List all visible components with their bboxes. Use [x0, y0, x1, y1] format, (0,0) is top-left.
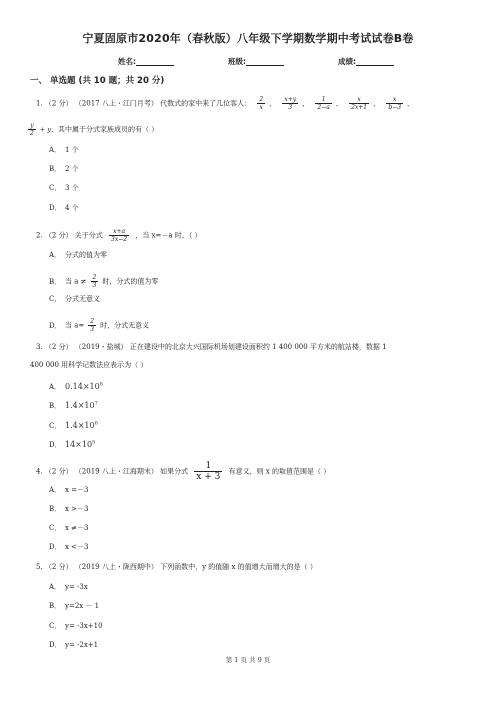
fraction — [282, 96, 298, 111]
numerator: x — [386, 96, 403, 104]
separator: ， — [335, 99, 343, 108]
sci-base: 0.14×10 — [65, 381, 100, 391]
sci-exponent: 6 — [94, 420, 98, 426]
option-label: B． — [49, 602, 62, 610]
fraction — [194, 461, 222, 482]
separator: ， — [373, 99, 381, 108]
denominator: 3 — [92, 282, 97, 289]
option-label: C． — [49, 421, 62, 430]
question-5: 5. （2 分） （2019 八上・陇西期中） 下列函数中，y 的值随 x 的值增大而增大的是（ ） — [36, 563, 317, 571]
q1-option-d[interactable] — [49, 204, 79, 213]
q4-option-a[interactable] — [49, 486, 89, 495]
option-label: C． — [49, 184, 62, 192]
option-text: 时，分式的值为零 — [102, 277, 159, 286]
page-title: 宁夏固原市2020年（春秋版）八年级下学期数学期中考试试卷B卷 — [82, 32, 414, 45]
question-2-suffix: ，当 x=－a 时，（ ） — [135, 231, 202, 240]
fraction — [88, 318, 96, 333]
q3-option-d[interactable] — [49, 438, 95, 450]
section-heading — [30, 74, 164, 86]
option-label: A． — [49, 486, 62, 494]
option-text: x ≠－3 — [65, 524, 89, 532]
option-label: D． — [49, 440, 62, 449]
q5-option-b[interactable] — [49, 602, 99, 611]
numerator: y — [28, 122, 36, 130]
sci-base: 1.4×10 — [65, 400, 95, 410]
fraction — [386, 96, 403, 111]
fraction — [257, 96, 265, 111]
numerator: x — [349, 96, 369, 104]
score-blank — [356, 57, 394, 66]
option-text: 2 个 — [65, 165, 79, 173]
option-label: C． — [49, 524, 62, 532]
question-4-prefix: 4. （2 分） （2019 八上・江海期末） 如果分式 — [36, 467, 189, 476]
numerator: 1 — [315, 96, 331, 104]
q2-option-d[interactable] — [49, 318, 149, 333]
q3-option-b[interactable] — [49, 399, 98, 411]
option-text: 4 个 — [65, 204, 79, 212]
denominator: 3 — [288, 104, 293, 111]
class-label: 班级: — [228, 57, 246, 66]
option-math — [65, 382, 103, 391]
option-text: 当 a= — [65, 321, 85, 330]
q4-option-c[interactable] — [49, 524, 89, 533]
option-label: D． — [49, 321, 62, 330]
denominator: 2x+1 — [351, 104, 368, 111]
option-text: x >－3 — [65, 505, 89, 513]
separator: ， — [302, 99, 310, 108]
fraction — [109, 228, 129, 243]
numerator: 1 — [194, 461, 222, 472]
sci-exponent: 8 — [99, 381, 103, 387]
q4-option-d[interactable] — [49, 543, 89, 552]
section-title: 单选题 (共 10 题；共 20 分) — [50, 76, 165, 86]
plus-y: + y — [39, 125, 52, 134]
option-label: B． — [49, 401, 62, 410]
option-label: D． — [49, 543, 62, 551]
option-label: A． — [49, 146, 62, 154]
option-text: 时，分式无意义 — [100, 321, 150, 330]
fraction — [315, 96, 331, 111]
question-1-line-1 — [36, 96, 414, 111]
option-label: A． — [49, 583, 62, 591]
question-2-prefix: 2. （2 分） 关于分式 — [36, 231, 103, 240]
fraction — [28, 122, 36, 137]
score-field — [338, 56, 394, 67]
option-text: x <－3 — [65, 543, 89, 551]
q2-option-c[interactable] — [49, 295, 100, 304]
separator: ， — [269, 99, 277, 108]
option-text: y= -3x — [65, 583, 88, 591]
denominator: b−3 — [388, 104, 402, 111]
q1-option-c[interactable] — [49, 184, 79, 193]
option-text: 分式无意义 — [65, 295, 100, 303]
name-label: 姓名: — [118, 57, 136, 66]
question-1-suffix: ，其中属于分式家族成员的有（ ） — [51, 125, 159, 134]
option-label: B． — [49, 505, 62, 513]
numerator: 2 — [259, 96, 264, 103]
numerator: x+y — [284, 96, 297, 103]
q1-option-a[interactable] — [49, 146, 79, 155]
numerator: 2 — [92, 274, 97, 281]
numerator: x+a — [109, 228, 129, 236]
name-field — [118, 56, 174, 67]
sci-base: 14×10 — [65, 439, 93, 449]
question-4 — [36, 461, 330, 482]
page-footer: 第 1 页 共 9 页 — [225, 656, 271, 664]
option-label: C． — [49, 622, 62, 630]
class-blank — [246, 57, 284, 66]
option-label: B． — [49, 165, 62, 173]
sci-base: 1.4×10 — [65, 420, 95, 430]
name-blank — [136, 57, 174, 66]
denominator: x — [259, 104, 263, 111]
option-text: 分式的值为零 — [65, 251, 107, 259]
option-math — [65, 440, 95, 449]
denominator: x + 3 — [196, 472, 221, 482]
option-math — [65, 421, 98, 430]
sci-exponent: 7 — [94, 400, 98, 406]
q3-option-a[interactable] — [49, 380, 103, 392]
question-4-suffix: 有意义，则 x 的取值范围是（ ） — [228, 467, 331, 476]
section-number: 一、 — [30, 76, 48, 86]
q2-option-b[interactable] — [49, 274, 158, 289]
q5-option-d[interactable] — [49, 641, 98, 650]
option-label: B． — [49, 277, 62, 286]
option-text: y= -3x+10 — [65, 622, 103, 630]
separator: ， — [407, 99, 415, 108]
q2-option-a[interactable] — [49, 251, 107, 260]
question-1-line-2 — [28, 122, 158, 137]
option-label: D． — [49, 204, 62, 212]
student-info-row — [110, 56, 410, 68]
q5-option-a[interactable] — [49, 583, 88, 592]
question-2 — [36, 228, 202, 243]
option-label: A． — [49, 251, 62, 259]
option-text: 当 a ≠ — [65, 277, 87, 286]
denominator: 3x−2 — [111, 236, 128, 243]
option-text: x =－3 — [65, 486, 89, 494]
question-3-line-1: 3. （2 分） （2019・盐城） 正在建设中的北京大兴国际机场划建设面积约 1 400 000 平方米的航站楼，数据 1 — [36, 343, 387, 351]
numerator: 2 — [90, 318, 95, 325]
sci-exponent: 5 — [92, 439, 96, 445]
q3-option-c[interactable] — [49, 419, 98, 431]
score-label: 成绩: — [338, 57, 356, 66]
option-label: A． — [49, 382, 62, 391]
option-text: y= -2x+1 — [65, 641, 99, 649]
q4-option-b[interactable] — [49, 505, 89, 514]
option-label: D． — [49, 641, 62, 649]
class-field — [228, 56, 284, 67]
denominator: 2−a — [317, 104, 330, 111]
denominator: 3 — [90, 326, 95, 333]
option-text: y=2x － 1 — [65, 602, 100, 610]
question-1-prefix: 1. （2 分） （2017 八上・江门月考） 代数式的家中来了几位客人： — [36, 99, 252, 108]
fraction — [349, 96, 369, 111]
question-3-line-2: 400 000 用科学记数法应表示为（ ） — [30, 361, 148, 369]
q5-option-c[interactable] — [49, 622, 103, 631]
option-text: 1 个 — [65, 146, 79, 154]
option-text: 3 个 — [65, 184, 79, 192]
q1-option-b[interactable] — [49, 165, 79, 174]
option-label: C． — [49, 295, 62, 303]
denominator: 2 — [30, 130, 34, 137]
option-math — [65, 401, 98, 410]
fraction — [91, 274, 99, 289]
